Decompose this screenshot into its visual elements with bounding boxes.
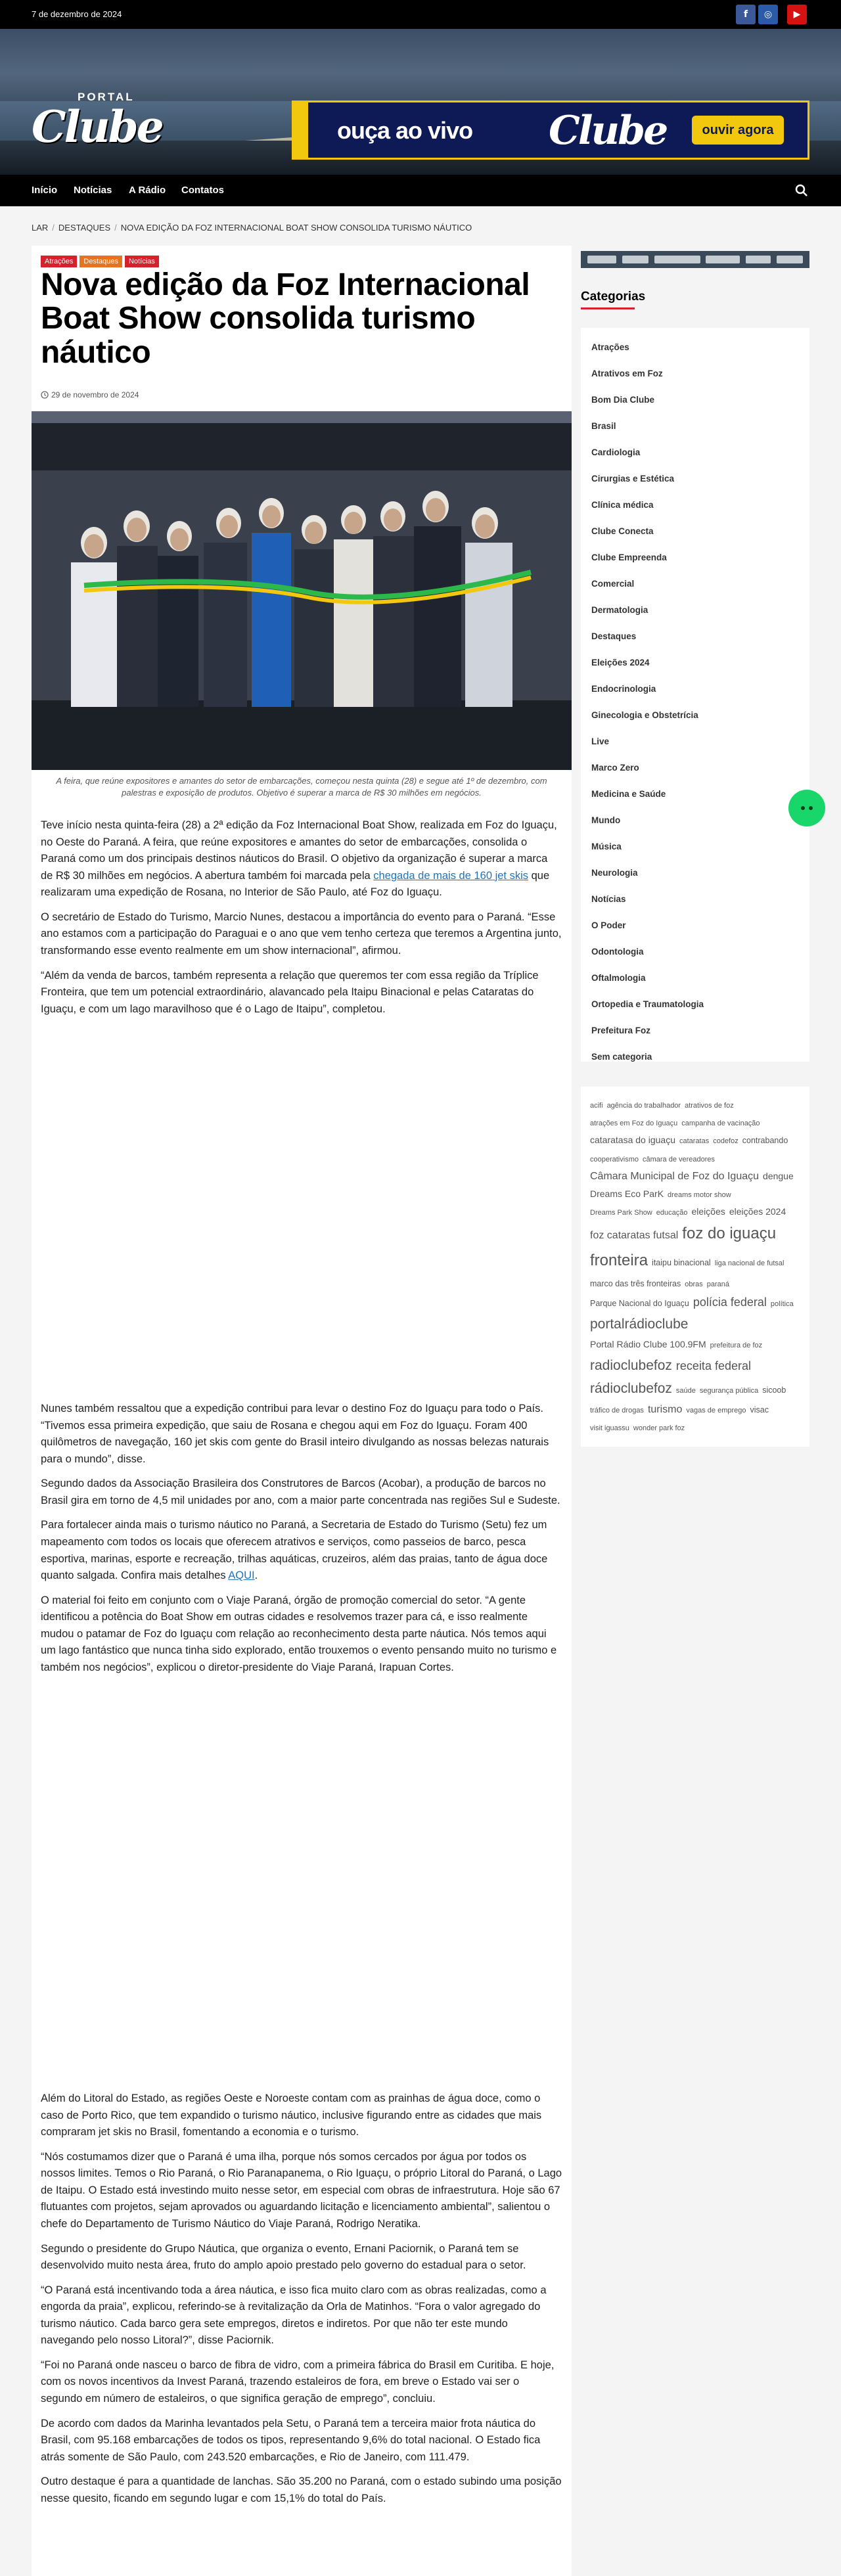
category-link[interactable]: Cirurgias e Estética: [591, 474, 675, 484]
tag-link[interactable]: dengue: [763, 1170, 794, 1181]
tag-link[interactable]: eleições: [691, 1206, 725, 1217]
logo-portal-text: PORTAL: [78, 91, 135, 103]
paragraph: “Nós costumamos dizer que o Paraná é uma ilha, porque nós somos cercados por água por todos os nossos limites. Temos o Rio Paraná, o Rio Paranapanema, o Rio Iguaçu, o próprio Litoral do Paraná, o Lago de Itaipu. O Estado está investindo muito nesse setor, em especial com obras de infraestrutura. Hoje são 67 flutuantes com projetos, sejam aprovados ou aguardando licitação e licenciamento ambiental”, salientou o chefe do Departamento de Turismo Náutico do Viaje Paraná, Rodrigo Neratika.: [41, 2150, 562, 2230]
category-link[interactable]: Atrativos em Foz: [591, 369, 663, 378]
breadcrumb-current: NOVA EDIÇÃO DA FOZ INTERNACIONAL BOAT SHOW CONSOLIDA TURISMO NÁUTICO: [120, 223, 472, 233]
tag-link[interactable]: educação: [656, 1209, 688, 1217]
category-link[interactable]: Clube Conecta: [591, 526, 654, 536]
tag-link[interactable]: radioclubefoz: [590, 1357, 672, 1373]
category-link[interactable]: Ortopedia e Traumatologia: [591, 999, 704, 1009]
category-link[interactable]: Clínica médica: [591, 500, 654, 510]
category-link[interactable]: Ginecologia e Obstetrícia: [591, 710, 698, 720]
paragraph: [41, 817, 562, 901]
category-link[interactable]: Destaques: [591, 631, 637, 641]
paragraph: Além do Litoral do Estado, as regiões Oeste e Noroeste contam com as prainhas de água doce, como o caso de Porto Rico, que tem expandido o turismo náutico, inclusive figurando entre as cidades que mais compraram jet skis no Brasil, fomentando a economia e o turismo.: [41, 2092, 542, 2138]
site-header: [0, 29, 841, 175]
category-link[interactable]: Música: [591, 842, 622, 851]
tag-link[interactable]: campanha de vacinação: [681, 1119, 760, 1128]
tag-link[interactable]: Portal Rádio Clube 100.9FM: [590, 1339, 706, 1350]
tag-link[interactable]: câmara de vereadores: [642, 1155, 716, 1164]
paragraph: O material foi feito em conjunto com o Viaje Paraná, órgão de promoção comercial do setor. “A gente identificou a potência do Boat Show em outras cidades e resolvemos trazer para cá, e isso realmente mudou o patamar de Foz do Iguaçu com relação ao reconhecimento desta parte náutica. Nós temos aqui um lago fantástico que nunca tinha sido explorado, então trouxemos o evento pensando muito no turismo e também nos negócios”, explicou o diretor-presidente do Viaje Paraná, Irapuan Cortes.: [41, 1594, 557, 1673]
top-bar: [0, 0, 841, 29]
paragraph: Segundo dados da Associação Brasileira dos Construtores de Barcos (Acobar), a produção de barcos no Brasil gira em torno de 4,5 mil unidades por ano, com a maior parte concentrada nas regiões Sul e Sudeste.: [41, 1478, 560, 1506]
ad-logo: [654, 256, 700, 263]
ad-logo: [587, 256, 616, 263]
category-link[interactable]: Oftalmologia: [591, 973, 646, 983]
nav-item-contatos[interactable]: Contatos: [181, 185, 224, 196]
search-icon[interactable]: [794, 183, 809, 198]
tag-link[interactable]: tráfico de drogas: [590, 1406, 644, 1414]
listen-live-banner[interactable]: [292, 101, 809, 160]
tag-link[interactable]: saúde: [675, 1387, 696, 1395]
tag-link[interactable]: atrativos de foz: [685, 1102, 734, 1110]
category-link[interactable]: Mundo: [591, 815, 621, 825]
youtube-icon[interactable]: ▶: [787, 5, 807, 24]
tag-cloud: [581, 1087, 809, 1445]
category-link[interactable]: Neurologia: [591, 868, 638, 878]
breadcrumb-separator: /: [114, 223, 117, 233]
breadcrumb-separator: /: [52, 223, 55, 233]
category-link[interactable]: Brasil: [591, 421, 616, 431]
category-link[interactable]: Sem categoria: [591, 1052, 652, 1062]
tag-link[interactable]: política: [770, 1300, 794, 1309]
category-badge-atracoes[interactable]: Atrações: [41, 256, 77, 267]
category-link[interactable]: Live: [591, 736, 610, 746]
tag-link[interactable]: wonder park foz: [633, 1424, 685, 1433]
category-link[interactable]: Dermatologia: [591, 605, 648, 615]
ad-logo: [777, 256, 803, 263]
jet-ski-expedition-link[interactable]: chegada de mais de 160 jet skis: [373, 869, 529, 882]
tag-link[interactable]: Dreams Park Show: [590, 1209, 652, 1217]
nav-item-noticias[interactable]: Notícias: [74, 185, 112, 196]
paragraph: Outro destaque é para a quantidade de lanchas. São 35.200 no Paraná, com o estado subindo uma posição nesse quesito, ficando em segundo lugar e com 15,1% do total do País.: [41, 2475, 562, 2504]
paragraph: O secretário de Estado do Turismo, Marcio Nunes, destacou a importância do evento para o Paraná. “Esse ano estamos com a participação do Paraguai e o ano que vem tenho certeza que teremos a Argentina junto, transformando esse evento realmente em um show internacional”, afirmou.: [41, 911, 562, 957]
paragraph: “Além da venda de barcos, também representa a relação que queremos ter com essa região da Tríplice Fronteira, que tem um potencial extraordinário, alavancado pela Itaipu Binacional e pelas Cataratas do Iguaçu, e com um lago maravilhoso que é o Lago de Itaipu”, completou.: [41, 969, 539, 1015]
category-link[interactable]: Atrações: [591, 342, 629, 352]
paragraph: “O Paraná está incentivando toda a área náutica, e isso fica muito claro com as obras realizadas, como a engorda da praia”, explicou, referindo-se à revitalização da Orla de Matinhos. “Fora o valor agregado do turismo náutico. Cada barco gera sete empregos, diretos e indiretos. Por que não ter este mundo navegando pelo nosso Litoral?”, disse Paciornik.: [41, 2284, 547, 2347]
tag-link[interactable]: eleições 2024: [729, 1206, 786, 1217]
article-body-part2: [41, 1401, 562, 1684]
clock-icon: [41, 391, 49, 399]
tag-link[interactable]: marco das três fronteiras: [590, 1278, 681, 1288]
tag-cloud-widget: [581, 1087, 809, 1447]
category-link[interactable]: O Poder: [591, 920, 626, 930]
tag-link[interactable]: dreams motor show: [668, 1190, 731, 1199]
chat-button[interactable]: [788, 790, 825, 826]
ad-logo: [746, 256, 771, 263]
article-date-text: 29 de novembro de 2024: [51, 390, 139, 399]
tag-link[interactable]: codefoz: [713, 1137, 739, 1146]
banner-brand: Clube: [549, 108, 667, 154]
paragraph: Nunes também ressaltou que a expedição contribui para levar o destino Foz do Iguaçu para todo o País. “Tivemos essa primeira expedição, que saiu de Rosana e chegou aqui em Foz do Iguaçu. Foram 400 quilômetros de navegação, 160 jet skis com gente do Brasil inteiro divulgando as nossas belezas naturais para o mundo”, disse.: [41, 1403, 549, 1465]
tag-link[interactable]: foz do iguaçu: [682, 1225, 777, 1243]
tag-link[interactable]: Parque Nacional do Iguaçu: [590, 1299, 689, 1309]
tag-link[interactable]: visac: [750, 1405, 769, 1414]
paragraph-text: .: [254, 1570, 258, 1582]
tag-link[interactable]: acifi: [590, 1102, 603, 1110]
breadcrumb-destaques[interactable]: DESTAQUES: [58, 223, 111, 233]
paragraph-text: Teve início nesta quinta-feira (28) a 2ª edição da Foz Internacional Boat Show, realizada em Foz do Iguaçu, no Oeste do Paraná. A feira, que reúne expositores e amantes do setor de embarcações, consolida o Paraná como um dos principais destinos náuticos do Brasil. O objetivo da organização é superar a marca de R$ 30 milhões em negócios. A abertura também foi marcada pela: [41, 819, 557, 882]
paragraph: [41, 1517, 562, 1584]
tag-link[interactable]: liga nacional de futsal: [714, 1259, 784, 1268]
paragraph-text: que realizaram uma expedição de Rosana, no Interior de São Paulo, até Foz do Iguaçu.: [41, 869, 550, 899]
tag-link[interactable]: contrabando: [742, 1136, 788, 1146]
current-date: 7 de dezembro de 2024: [32, 9, 122, 19]
paragraph: De acordo com dados da Marinha levantados pela Setu, o Paraná tem a terceira maior frota náutica do Brasil, com 95.168 embarcações de todos os tipos, representando 9,6% do total nacional. O Estado fica atrás somente de São Paulo, com 243.520 embarcações, e Rio de Janeiro, com 111.479.: [41, 2417, 541, 2463]
article-title: Nova edição da Foz Internacional Boat Show consolida turismo náutico: [41, 267, 530, 370]
category-link[interactable]: Notícias: [591, 894, 626, 904]
tag-link[interactable]: segurança pública: [699, 1387, 759, 1395]
article-date: [41, 390, 139, 399]
chat-icon: [797, 802, 817, 815]
tag-link[interactable]: Dreams Eco ParK: [590, 1188, 664, 1199]
tag-link[interactable]: obras: [685, 1280, 703, 1288]
category-link[interactable]: Clube Empreenda: [591, 553, 667, 562]
tag-link[interactable]: receita federal: [675, 1359, 751, 1372]
tag-link[interactable]: cataratas: [679, 1137, 710, 1146]
paragraph: Segundo o presidente do Grupo Náutica, que organiza o evento, Ernani Paciornik, o Paraná tem se desenvolvido muito nesta área, fruto do amplo apoio prestado pelo governo do estadual para o setor.: [41, 2242, 526, 2272]
category-badge-destaques[interactable]: Destaques: [80, 256, 122, 267]
article-card: [32, 246, 572, 2576]
ad-logo: [706, 256, 740, 263]
tag-link[interactable]: cooperativismo: [590, 1155, 639, 1164]
tag-link[interactable]: vagas de emprego: [686, 1406, 746, 1414]
tag-link[interactable]: cataratasa do iguaçu: [590, 1135, 675, 1146]
tag-link[interactable]: polícia federal: [693, 1296, 767, 1309]
category-link[interactable]: Bom Dia Clube: [591, 395, 655, 405]
categories-list: [581, 328, 809, 1072]
category-link[interactable]: Prefeitura Foz: [591, 1026, 651, 1035]
banner-stripe: [294, 102, 308, 160]
site-logo[interactable]: [32, 89, 163, 168]
paragraph: “Foi no Paraná onde nasceu o barco de fibra de vidro, com a primeira fábrica do Brasil em Curitiba. E hoje, com os novos incentivos da Invest Paraná, trazendo estaleiros de fora, em breve o Estado vai ser o segundo em número de estaleiros, o que significa geração de emprego”, concluiu.: [41, 2359, 555, 2405]
tag-link[interactable]: turismo: [647, 1403, 683, 1415]
article-categories: [41, 255, 162, 267]
aqui-link[interactable]: AQUI: [228, 1570, 255, 1582]
banner-headline: ouça ao vivo: [337, 117, 473, 144]
tag-link[interactable]: visit iguassu: [590, 1424, 629, 1433]
tag-link[interactable]: agência do trabalhador: [606, 1102, 681, 1110]
article-body-part1: [41, 817, 562, 1026]
instagram-icon[interactable]: ◎: [758, 5, 778, 24]
heading-underline: [581, 307, 635, 309]
category-link[interactable]: Medicina e Saúde: [591, 789, 666, 799]
nav-item-inicio[interactable]: Início: [32, 185, 58, 196]
tag-link[interactable]: paraná: [706, 1280, 730, 1288]
tag-link[interactable]: sicoob: [762, 1386, 786, 1395]
tag-link[interactable]: Câmara Municipal de Foz do Iguaçu: [590, 1170, 760, 1182]
nav-item-a-radio[interactable]: A Rádio: [129, 185, 166, 196]
paragraph-text: Para fortalecer ainda mais o turismo náutico no Paraná, a Secretaria de Estado do Turismo (Setu) fez um mapeamento com todos os locais que oferecem atrativos e serviços, como passeios de barco, pesca esportiva, marinas, esporte e recreação, trilhas aquáticas, cruzeiros, além das praias, tanto de água doce quanto salgada. Confira mais detalhes: [41, 1519, 548, 1582]
tag-link[interactable]: itaipu binacional: [652, 1258, 711, 1268]
tag-link[interactable]: prefeitura de foz: [710, 1342, 763, 1350]
category-link[interactable]: Marco Zero: [591, 763, 639, 773]
category-badge-noticias[interactable]: Notícias: [125, 256, 159, 267]
breadcrumb: [32, 223, 472, 233]
categories-widget: [581, 328, 809, 1062]
photo-caption: A feira, que reúne expositores e amantes do setor de embarcações, começou nesta quinta (28) e segue até 1º de dezembro, com palestras e exposição de produtos. Objetivo é superar a marca de R$ 30 milhões em negócios.: [56, 776, 547, 798]
ad-logo: [622, 256, 648, 263]
article-body-part3: [41, 2090, 562, 2515]
tag-link[interactable]: foz cataratas futsal: [590, 1230, 679, 1242]
categories-heading: Categorias: [581, 290, 646, 304]
category-link[interactable]: Odontologia: [591, 947, 644, 957]
listen-now-button[interactable]: ouvir agora: [692, 116, 784, 145]
tag-link[interactable]: rádioclubefoz: [590, 1381, 672, 1397]
tag-link[interactable]: portalrádioclube: [590, 1316, 689, 1332]
main-navigation: [0, 175, 841, 206]
category-link[interactable]: Cardiologia: [591, 447, 641, 457]
sidebar-ad-strip[interactable]: [581, 251, 809, 268]
category-link[interactable]: Eleições 2024: [591, 658, 650, 667]
category-link[interactable]: Comercial: [591, 579, 635, 589]
logo-clube-text: Clube: [32, 101, 162, 152]
tag-link[interactable]: atrações em Foz do Iguaçu: [590, 1119, 678, 1128]
facebook-icon[interactable]: f: [736, 5, 756, 24]
category-link[interactable]: Endocrinologia: [591, 684, 656, 694]
breadcrumb-home[interactable]: LAR: [32, 223, 49, 233]
article-featured-photo: [32, 411, 572, 770]
tag-link[interactable]: fronteira: [590, 1252, 648, 1270]
